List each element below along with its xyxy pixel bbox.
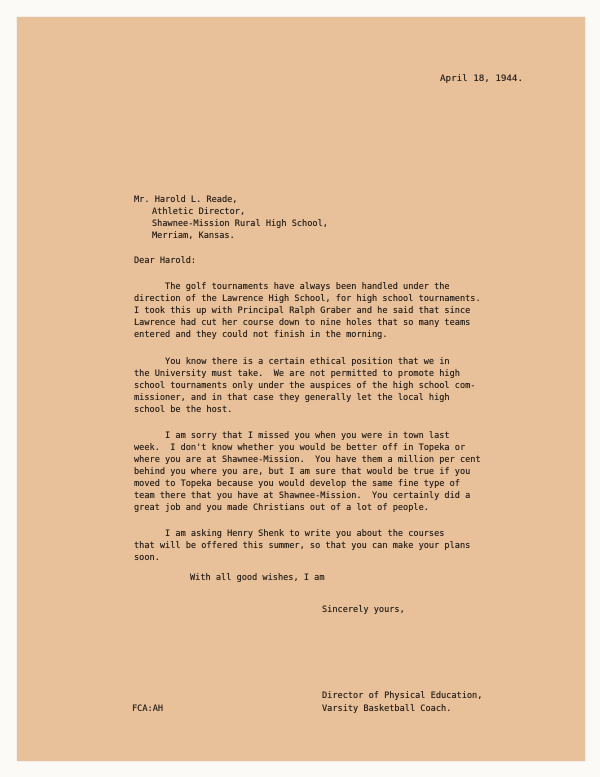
letter-page	[17, 17, 585, 761]
signature-title-2: Varsity Basketball Coach.	[322, 704, 452, 714]
paragraph-2-line-5: school be the host.	[134, 405, 233, 415]
paragraph-2-line-4: missioner, and in that case they generally let the local high	[134, 393, 450, 403]
paragraph-4-line-1: I am asking Henry Shenk to write you about the courses	[134, 529, 445, 539]
paragraph-4-line-3: soon.	[134, 553, 160, 563]
paragraph-1-line-5: entered and they could not finish in the morning.	[134, 330, 388, 340]
paragraph-3-line-7: great job and you made Christians out of a lot of people.	[134, 503, 429, 513]
paragraph-2-line-2: the University must take. We are not permitted to promote high	[134, 369, 460, 379]
paragraph-3-line-3: where you are at Shawnee-Mission. You have them a million per cent	[134, 455, 481, 465]
recipient-title: Athletic Director,	[152, 207, 246, 217]
paragraph-3-line-4: behind you where you are, but I am sure that would be true if you	[134, 467, 471, 477]
paragraph-4-line-2: that will be offered this summer, so that you can make your plans	[134, 541, 471, 551]
paragraph-3-line-2: week. I don't know whether you would be better off in Topeka or	[134, 443, 466, 453]
paragraph-2-line-1: You know there is a certain ethical position that we in	[134, 357, 450, 367]
paragraph-3-line-1: I am sorry that I missed you when you were in town last	[134, 431, 450, 441]
closing-line: With all good wishes, I am	[190, 573, 325, 583]
paragraph-1-line-2: direction of the Lawrence High School, for high school tournaments.	[134, 294, 481, 304]
typist-initials: FCA:AH	[132, 704, 164, 714]
paragraph-1-line-4: Lawrence had cut her course down to nine holes that so many teams	[134, 318, 471, 328]
paragraph-1-line-3: I took this up with Principal Ralph Graber and he said that since	[134, 306, 471, 316]
recipient-city: Merriam, Kansas.	[152, 231, 235, 241]
paragraph-3-line-5: moved to Topeka because you would develop the same fine type of	[134, 479, 460, 489]
paragraph-2-line-3: school tournaments only under the auspices of the high school com-	[134, 381, 476, 391]
signoff: Sincerely yours,	[322, 605, 405, 615]
recipient-name: Mr. Harold L. Reade,	[134, 195, 238, 205]
paragraph-1-line-1: The golf tournaments have always been handled under the	[134, 282, 450, 292]
letter-date: April 18, 1944.	[440, 73, 523, 84]
paragraph-3-line-6: team there that you have at Shawnee-Mission. You certainly did a	[134, 491, 471, 501]
signature-title-1: Director of Physical Education,	[322, 691, 483, 701]
salutation: Dear Harold:	[134, 256, 197, 266]
recipient-school: Shawnee-Mission Rural High School,	[152, 219, 328, 229]
